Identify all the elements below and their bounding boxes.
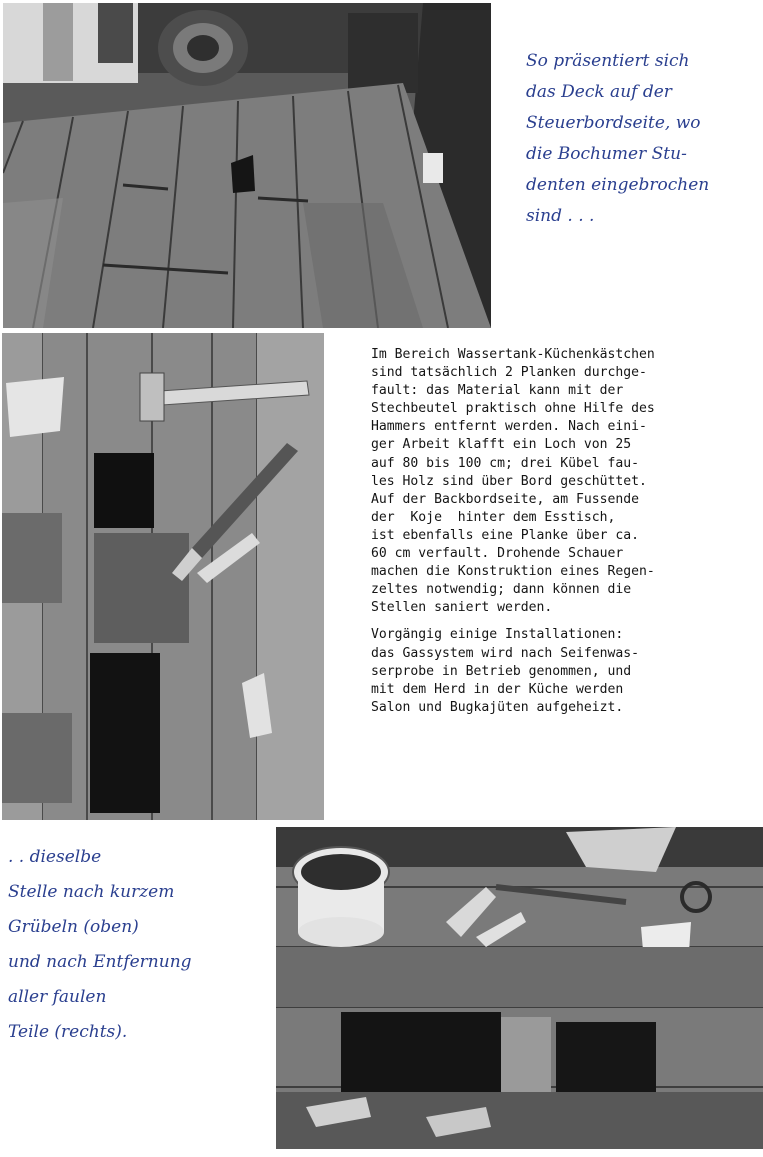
- caption-top-line: Steuerbordseite, wo: [526, 113, 701, 133]
- caption-bottom-line: und nach Entfernung: [8, 952, 192, 972]
- caption-top-line: die Bochumer Stu-: [526, 144, 687, 164]
- report-line: Stellen saniert werden.: [371, 600, 553, 616]
- report-line: Vorgängig einige Installationen:: [371, 627, 624, 643]
- report-line: Hammers entfernt werden. Nach eini-: [371, 419, 647, 435]
- report-line: das Gassystem wird nach Seifenwas-: [371, 645, 640, 661]
- report-line: Im Bereich Wassertank-Küchenkästchen: [371, 347, 655, 362]
- plank-repair-photo-cleaned: [276, 827, 763, 1149]
- report-line: sind tatsächlich 2 Planken durchge-: [371, 365, 647, 381]
- report-line: ist ebenfalls eine Planke über ca.: [371, 527, 640, 543]
- caption-bottom-line: Teile (rechts).: [8, 1022, 128, 1042]
- caption-bottom-line: aller faulen: [8, 987, 107, 1007]
- paragraph-gap: [371, 617, 751, 626]
- report-line: Stechbeutel praktisch ohne Hilfe des: [371, 401, 655, 417]
- report-line: machen die Konstruktion eines Regen-: [371, 564, 655, 580]
- caption-top-line: sind . . .: [526, 206, 595, 226]
- report-line: les Holz sind über Bord geschüttet.: [371, 473, 647, 489]
- report-line: der Koje hinter dem Esstisch,: [371, 509, 616, 525]
- report-line: mit dem Herd in der Küche werden: [371, 681, 624, 697]
- handwritten-caption-top: [526, 46, 709, 232]
- report-line: zeltes notwendig; dann können die: [371, 582, 632, 598]
- typed-report-text: [371, 346, 751, 717]
- caption-top-line: das Deck auf der: [526, 82, 672, 102]
- caption-top-line: So präsentiert sich: [526, 51, 690, 71]
- caption-top-line: denten eingebrochen: [526, 175, 710, 195]
- report-line: ger Arbeit klafft ein Loch von 25: [371, 437, 632, 453]
- report-line: auf 80 bis 100 cm; drei Kübel fau-: [371, 455, 640, 471]
- handwritten-caption-bottom: [8, 840, 192, 1050]
- report-line: serprobe in Betrieb genommen, und: [371, 663, 632, 679]
- caption-bottom-line: . . dieselbe: [8, 847, 102, 867]
- report-line: Auf der Backbordseite, am Fussende: [371, 491, 640, 507]
- caption-bottom-line: Stelle nach kurzem: [8, 882, 175, 902]
- report-line: 60 cm verfault. Drohende Schauer: [371, 546, 624, 562]
- report-line: fault: das Material kann mit der: [371, 383, 624, 399]
- report-line: Salon und Bugkajüten aufgeheizt.: [371, 699, 624, 715]
- caption-bottom-line: Grübeln (oben): [8, 917, 139, 937]
- deck-photo-starboard: [3, 3, 491, 328]
- plank-repair-photo-in-progress: [2, 333, 324, 820]
